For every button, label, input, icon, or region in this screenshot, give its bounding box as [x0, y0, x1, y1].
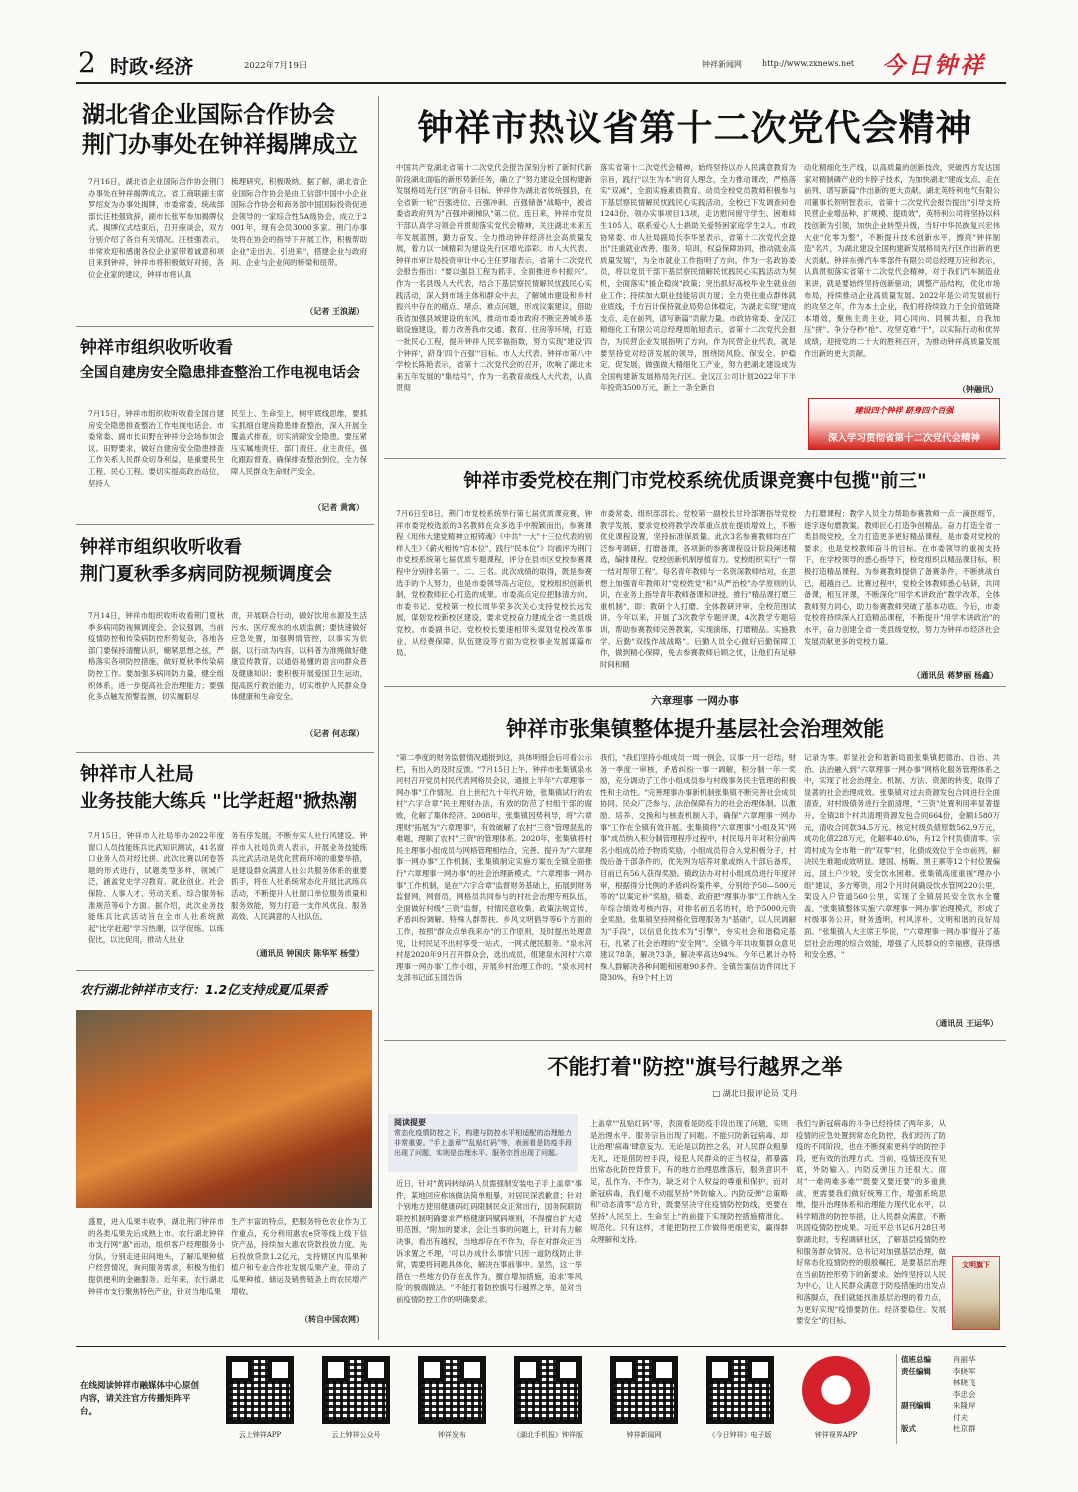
- editor-row: [901, 1400, 1006, 1412]
- body-a3-col1: 7月14日，钟祥市组织收听收看荆门夏秋季多病同防视频调度会。会议强调，当前疫情防控和传染病防控形势复杂，各地各部门要保持清醒认识，綳紧思想之弦，严格落实各项防控措施，做好夏秋季传染病防控工作。要加强多病同防力量，健全组织体系，进一步提高社会治理能力；要强化多点触发预警监测，切实履职尽: [88, 611, 224, 702]
- qr-block-4[interactable]: [498, 1356, 598, 1440]
- editor-credits: [896, 1354, 1006, 1444]
- qr-caption: 云上钟祥公众号: [331, 1431, 381, 1439]
- app-logo-icon[interactable]: [802, 1356, 870, 1424]
- qr-caption: 《湖北手机报》钟祥版: [513, 1431, 583, 1439]
- reading-summary-text: 常态化疫情防控之下，构建与防控水平相适配的治理能力非常重要。"手上盖章""乱贴红码"等，表面看是防疫手段出现了问题，实则是治理水平、服务宗旨出现了问题。: [394, 1129, 572, 1157]
- qr-code[interactable]: [610, 1356, 678, 1424]
- body-a5-col1: 盛夏，进入瓜果丰收季，湖北荆门钟祥市的各类瓜果先后成熟上市。农行湖北钟祥市支行网"惠"而动，组织客户经理服务小分队，分别走进田间地头，了解瓜果种植户经营情况，询问服务需求，积极为他们提供便利的金融服务。近年来，农行湖北钟祥市支行聚焦特色产业，针对当地瓜果: [88, 1217, 224, 1296]
- paper-logo: 今日钟祥: [882, 52, 986, 79]
- qr-code[interactable]: [418, 1356, 486, 1424]
- lead-body-col3: 动化精细化生产线，以高质量的创新技改，突破西方发达国家对精制磷产业的卡脖子技术，为加快湖北"建成支点、走在前列、谱写新篇"作出新的更大贡献。湖北英特利电气有限公司董事长贺明智表示，省第十二次党代会报告提出"引导支持民营企业增品种、扩规模、提质效"，英特利公司将坚持以科技创新为引领，加快企业转型升级，当好中华民族复兴宏伟大业"化零为整"，不断提升技术创新水平，擦亮"钟祥制造"名片，为湖北建设全国构建新发展格局先行区作出新的更大贡献。钟祥东弹汽车零部件有限公司总经理万应和表示，认真贯彻落实省第十二次党代会精神，对于我们汽车制造业来讲，就是要始终坚持创新驱动，调整产品结构，优化市场布局，持续推动企业高质量发展。2022年是公司发展前行的攻坚之年，作为本土企业，我们将持续致力于全价值链降本增效，聚焦主责主业，同心同向、同频共振，自我加压"拼"、争分夺秒"抢"、攻坚克难"干"，以实际行动和优异成绩，迎接党的二十大的胜利召开，为推动钟祥高质量发展作出新的更大贡献。: [804, 163, 1000, 358]
- divider: [76, 752, 374, 753]
- article-b1: [384, 462, 1006, 684]
- body-a5-col2: 生产丰富的特点，把服务特色农业作为工作重点，充分利用惠农e贷等线上线下信贷产品，持续加大惠农贷款投放力度。先后投放贷款1.2亿元，支持辖区内瓜果种植户和专业合作社发展瓜果产业，带动了瓜果种植、储运及销售链条上的农民增产增收。: [231, 1217, 367, 1296]
- article-b2: [384, 690, 1006, 1034]
- byline-c1: □ 湖北日报评论员 艾丹: [712, 1089, 798, 1098]
- editor-role: 版式: [901, 1424, 916, 1433]
- editor-role: [901, 1412, 953, 1424]
- footer-rule: [76, 1346, 1006, 1347]
- divider: [76, 524, 374, 525]
- qr-caption: 《今日钟祥》电子版: [708, 1431, 772, 1439]
- qr-code[interactable]: [706, 1356, 774, 1424]
- divider: [384, 458, 1006, 459]
- body-a1-col2: 梳理研究，积极吸纳。据了解，湖北省企业国际合作协会是由工信部中国中小企业国际合作协会和商务部中国国际投资促进会领导的一家综合性5A级协会，成立于2001年，现有会员3000多家。荆门办事处将在协会的指导下开展工作，积极帮助企业"走出去、引进来"，搭建企业与政府间、企业与企业间的桥梁和纽带。: [231, 177, 367, 268]
- body-c1-col3: 我们与新冠病毒的斗争已经持续了两年多，从疫情的应急处置到常态化防控，我们经历了防疫的不同阶段，也在不断探索更科学的防控手段，更有效的治理方式。当前，疫情还没有见底，外防输入、内防反弹压力还很大。面对"一难两难多难""既要又要还要"的多重挑战，更需要我们做好统筹工作，增强系统思维，提升治理体系和治理能力现代化水平，以科学精准的防控举措，让人民群众满意，不断巩固疫情防控成果。习近平总书记6月28日考察湖北时，专程调研社区，了解基层疫情防控和服务群众情况。总书记对加强基层治理，做好常态化疫情防控的殷殷嘱托，是要基层治理在当前防控形势下的新要求。始终坚持以人民为中心，让人民群众满意于防疫措施的出发点和落脚点，我们就能找准基层治理的着力点，为更好实现"疫情要防住、经济要稳住、发展要安全"的目标。: [796, 1119, 946, 1326]
- body-b2-col2: 我们，"我们坚持小组成员一周一例会，议事一月一总结，财务一季度一审核，矛盾纠纷一事一调解，积分制一年一奖励，充分调动了工作小组成员参与村级事务民主管理的积极性和主动性。"完善理事办事新机制张集镇不断完善社会成员协同、民众广泛参与、法治保障有力的社会治理体制。以激励、培养、交换和与核查机制入手，确保"六章理事一网办事"工作在全镇有效开展。张集镇将"六章理事"小组及其"网事"成员纳入积分制管理程序过程中，村民每月年对积分前两名小组成员给予物质奖励，小组成员符合入党积极分子，村级后备干部条件的，优先列为培养对象或纳入干部后备库，目前已有56人获得奖励。镇政法办对村小组成员进行年度评审，根据得分比例的矛盾纠纷案件率，分别给予50—500元等的"以案定补"奖励，镇委、政府把"理事办事"工作纳入全年综合绩效考核内容，对排名前五名的村，给予5000元资金奖励。张集镇坚持网格化管理服务为"基础"，以人民调解为"手段"，以信息化技术为"引擎"，夯实社会和谐稳定基石，扎紧了社会治理的"安全网"。全镇今年共收集群众意见建议78条，解决73条，解决率高达94%。今年已累计办特殊人群解决各种问题和困难90多件。全镇告案信访件同比下降30%，有9个村上访: [600, 753, 796, 983]
- qr-code[interactable]: [226, 1356, 294, 1424]
- divider: [76, 970, 374, 971]
- banner-top-text: 建设四个钟祥 跻身四个百强: [854, 405, 954, 415]
- qr-block-5[interactable]: [594, 1356, 694, 1440]
- qr-caption: 钟祥发布: [438, 1431, 466, 1439]
- byline-a2: （记者 黄寓）: [313, 502, 364, 512]
- article-a1: [76, 100, 374, 322]
- headline-a5: 农行湖北钟祥市支行：1.2亿支持成夏瓜果香: [80, 982, 328, 997]
- headline-c1: 不能打着"防控"旗号行越界之举: [547, 1055, 843, 1079]
- editor-role: 责任编辑: [901, 1366, 931, 1376]
- qr-code[interactable]: [514, 1356, 582, 1424]
- headline-a3-line1: 钟祥市组织收听收看: [80, 537, 242, 558]
- body-a1-col1: 7月16日，湖北省企业国际合作协会荆门办事处在钟祥揭牌成立。省工商联副主席罗绍友为办事处揭牌，市委常委、统战部部长汪桂强致辞，副市长张军参加揭牌仪式。揭牌仪式结束后，召开座谈会，双方分别介绍了各自有关情况。汪桂强表示，非常欢迎和感谢各位企业家带着诚意和项目来到钟祥，钟祥市将积极做好对接，各位企业家的建议，钟祥市将认真: [88, 177, 224, 279]
- qr-caption: 钟祥新闻网: [626, 1431, 662, 1439]
- lead-body-col2: 落实省第十二次党代会精神，始终坚持以办人民满意教育为宗旨，践行"以生为本"的育人理念，全力推动课改，严格落实"双减"，全面实施素质教育。动员全校党员教师积极参与下基层察民情解民忧践民心实践活动，全校已下发调查问卷1243份，领办实事项目13项，走访慰问留守学生、困难师生105人，联系爱心人士捐助关爱特困家庭学生2人。市政协常委、市人社局副局长李华星表示，省第十二次党代会提出"注重就业改善、服务、培训，权益保障协同，推动就业高质量发展"，为全市就业工作指明了方向。作为一名政协委员，将以党员干部下基层察民情解民忧践民心实践活动为契机，全面落实"援企稳岗"政策；突出抓好高校毕业生就业创业工作；持续加大职业技能培训力度；全力兜住重点群体就业底线，千方百计保持就业局势总体稳定，为湖北实现"建成支点、走在前列，谱写新篇"贡献力量。市政协常委、金汉江精细化工有限公司总经理周航旭表示，省第十二次党代会报告，为民营企业发展指明了方向，作为民营企业代表，就是要坚持党对经济发展的领导，围绕防风险、保安全、护稳定、促发展，做强做大精细化工产业，努力把湖北建设成为全国构建新发展格局先行区。金汉江公司计划2022年下半年投资3500万元，新上一条全新自: [600, 163, 796, 393]
- editor-row: [901, 1412, 1006, 1424]
- body-c1-col1: 近日，针对"黄码转绿码人员需强制安装电子手上盖章"事件，某地回应称该做法简单粗暴，对居民深表歉意；针对个别地方使用健康码红码限制民众正常出行，国务院联防联控机制明确要求严格健康码赋码规则，不得擅自扩大适用范围，"附加的要求，会让当事的问题上，针对有力解决事，看出有越权，当地却存在不作为，存在对群众正当诉求置之不理，'可以办成什么事情'只因一道防线防止非常，需要将问题具体化，解决在事前事中。显然，这一举措在一些地方仍存在乱作为，擅自增加措施，追求'零风险'的极端做法。"不能打着防控旗号行越界之举，是对当前疫情防控工作的明确要求。: [396, 1179, 582, 1304]
- headline-a2-line1: 钟祥市组织收听收看: [80, 338, 233, 358]
- divider: [76, 326, 374, 327]
- reading-summary-box: [388, 1114, 578, 1172]
- body-a4-col1: 7月15日，钟祥市人社局举办2022年度窗口人员技能练兵比武知识测试，41名窗口业务人员对经比拼。此次比赛以闭卷答题的形式进行，试题类型多样，领域广泛，涵盖党史学习教育、就业创业、社会保险、人事人才、劳动关系、综合服务标准规范等6个方面。据介绍，此次业务技能练兵比武活动旨在全市人社系统掀起"比学赶超"学习热潮，以学促练、以练促比，以比促用，推动人社业: [88, 831, 224, 945]
- article-a5: [76, 976, 374, 1338]
- article-a3: [76, 534, 374, 744]
- site-name: 钟祥新闻网: [702, 60, 742, 69]
- divider: [384, 1040, 1006, 1041]
- headline-a4-line2: 业务技能大练兵 "比学赶超"掀热潮: [80, 791, 358, 812]
- body-a2-col2: 民至上、生命至上，树牢底线思维，要抓实抓细自建房隐患排查整治，深入开展全覆盖式排查，切实消除安全隐患。要压紧压实属地责任、部门责任、业主责任，强化跟踪督查，确保排查整治到位，全力保障人民群众生命财产安全。: [231, 409, 367, 476]
- body-a2-col1: 7月15日，钟祥市组织收听收看全国自建房安全隐患排查整治工作电视电话会。市委常委、副市长田野在钟祥分会场参加会议。田野要求，做好自建房安全隐患排查工作关系人民群众切身利益，是重要民生工程、民心工程。要切实提高政治站位，坚持人: [88, 409, 224, 488]
- headline-a2-line2: 全国自建房安全隐患排查整治工作电视电话会: [80, 365, 360, 381]
- headline-a4-line1: 钟祥市人社局: [80, 763, 195, 785]
- body-c1-col2: 上盖章""乱贴红码"等，表面看是防疫手段出现了问题，实则是治理水平、服务宗旨出现了问题。不能只防新冠病毒，却让治理'病毒'肆意妄为。无论是以防控之名，对人民群众粗暴无礼，还是借防控手段，侵犯人民群众的正当权益，都暴露出常态化防控背景下，有的地方治理思维落后，服务意识不足，乱作为、不作为，缺乏对个人权益的尊重和保护。而对新冠病毒，我们毫不动摇坚持"外防输入、内防反弹"总策略和"动态清零"总方针，既要坚决守住疫情防控防线，更要在坚持"人民至上、生命至上"的前提下实现防控措施精准化、规范化。只有这样，才能把防控工作做得更细更实，赢得群众理解和支持。: [590, 1119, 788, 1244]
- banner-bottom-text: 深入学习贯彻省第十二次党代会精神: [827, 433, 980, 444]
- article-a2: [76, 336, 374, 516]
- site-url[interactable]: http://www.zxnews.net: [762, 59, 855, 68]
- headline-a3-line2: 荆门夏秋季多病同防视频调度会: [80, 564, 332, 585]
- editor-name: 林晓飞: [953, 1378, 976, 1387]
- headline-b2: 钟祥市张集镇整体提升基层社会治理效能: [506, 717, 884, 741]
- qr-block-2[interactable]: [306, 1356, 406, 1440]
- byline-b1: （通讯员 蒋梦丽 杨鑫）: [912, 670, 998, 680]
- qr-caption: 云上钟祥APP: [238, 1431, 282, 1439]
- editor-role: 副刊编辑: [901, 1401, 931, 1410]
- body-b1-col2: 市委常委、组织部部长、党校第一副校长甘玲部署指导党校教学发展，要求党校将教学改革重点放在提质增效上，不断优化课程设置，坚持标准保质量。此次3名参赛教师均在广泛参考调研、打磨备课，各项新的参赛课程设计阶段阐述精选，编排课程。党校创新机制厚植育力。党校组织实行"一帮一结对帮带工程"。每名青年教师与一名资深教师结对，在思想上加强青年教师对"党校姓党"和"从严治校"办学原则的认识，在业务上指导青年教师备课和讲授。推行"精品课打磨三重机制"，即：教研个人打磨、全体教研评审、全校范围试讲。今年以来，开展了3次教学专题评课，4次教学专题培训，帮助参赛教师完善教案，实现演练，打磨精品。实施教学、后勤"双线作战战略"。后勤人员全心做好后勤保障工作，做到精心保障，免去参赛教师后顾之忧，让他们有足够时间和精: [600, 509, 796, 669]
- editor-name: 朱隆岸: [953, 1401, 976, 1410]
- qr-caption: 钟祥视界APP: [814, 1431, 858, 1439]
- editor-row: [901, 1377, 1006, 1389]
- page-number: 2: [78, 46, 96, 79]
- masthead: [76, 42, 1006, 86]
- footer-notice: 在线阅读钟祥市融媒体中心原创内容，请关注官方传播矩阵平台。: [80, 1381, 200, 1417]
- editor-row: [901, 1354, 1006, 1366]
- byline-a3: （记者 何志琛）: [305, 728, 364, 738]
- column-divider: [378, 96, 379, 1340]
- body-b2-col3: 记录为零。彰显社会和谐新局面张集镇把德治、自治、共治、法治融入到"六章理事一网办事"网格化服务管理体系之中，实现了社会治理全、机制、方法、资源的转变，取得了显著的社会治理成效。张集镇对过去资源发包合同进行全面清查，对村级债务进行全面清理，"三资"处置利用率显著提升。全镇28个村共清理资源发包合同664份，金额1580万元，清收合同款34.5万元。核定村级负债原数562.9万元，成功化债228万元，化解率40.6%，有12个村负债清零。宗湾村成为全市唯一的"双零"村，化债成效位于全市前列，解决民生难题成效明显。建国、杨畈、黑王寨等12个村位置偏远，国土户少较，安全饮水困难。张集镇高度重视"理办小组"建议，多方筹资，用2个月时间确设饮水管网220公里，架设入户管道560公里，实现了全镇居民安全饮水全覆盖。"张集镇整体实施'六章理事一网办事'治理模式，形成了村级事务公开，财务透明，村风淳朴，文明和谐的良好局面。"张集镇人大主席王华说，"'六章理事一网办事'提升了基层社会治理的综合效能，增强了人民群众的幸福感，获得感和安全感。": [804, 753, 1000, 960]
- civility-stamp-text: 文明旗下: [962, 1260, 990, 1269]
- byline-b2: （通讯员 王运华）: [931, 1018, 998, 1028]
- byline-a5: （转自中国农网）: [300, 1314, 364, 1324]
- civility-stamp: [952, 1256, 1000, 1330]
- editor-role: [901, 1377, 953, 1389]
- divider: [384, 686, 1006, 687]
- masthead-rule: [76, 82, 1006, 84]
- headline-a1-line2: 荆门办事处在钟祥揭牌成立: [82, 132, 358, 158]
- body-a4-col2: 务有序发展，不断夯实人社行风建设。钟祥市人社局负责人表示，开展业务技能练兵比武活动是优化营商环境的重要举措，是建设群众满意人社公共服务体系的重要抓手，将在人社系统常态化开展比武练兵活动，不断提升人社窗口单位服务质量和服务效能，努力打造一支作风优良、服务高效、人民满意的人社队伍。: [231, 831, 367, 922]
- byline-a1: （记者 王浪湖）: [305, 306, 364, 316]
- lead-article: [384, 96, 1006, 456]
- headline-a1-line1: 湖北省企业国际合作协会: [82, 102, 335, 128]
- editor-name: 李晓军: [953, 1366, 976, 1376]
- editor-name: 李忠会: [953, 1389, 976, 1399]
- body-b1-col3: 力打磨课程；教学人员全力帮助参赛教师一点一滴抠细节，逐字逐句磨教案。教师匠心打造争创精品。奋力打造全省一类县级党校，全力打造更多更好精品课程，是市委对党校的要求，也是党校教师奋斗的目标。在市委领导的重视支持下，在学校领导的悉心指导下，校党组织以精品课目标，积极打造精品课程。为参赛教师提供了备赛条件，不断挑战自己，超越自己。比赛过程中，党校全体教师悉心钻研，共同备课，相互评课，不断深化"用学术讲政治"教学改革，全体教师努力同心，助力参赛教师突破了基本功底。今后，市委党校将持续深入打造精品课程，不断提升"用学术讲政治"的水平，奋力创建全省一类县级党校，努力为钟祥市经济社会发展贡献更多的党校力量。: [804, 509, 1000, 646]
- editor-name: 杜京群: [953, 1424, 976, 1433]
- headline-b1: 钟祥市委党校在荆门市党校系统优质课竞赛中包揽"前三": [463, 471, 927, 492]
- qr-block-1[interactable]: [210, 1356, 310, 1440]
- qr-code[interactable]: [322, 1356, 390, 1424]
- body-b1-col1: 7月6日至8日，荆门市党校系统举行第七届优质课竞赛，钟祥市委党校选派的3名教师在众多选手中脱颖而出，参赛课程《用伟大建党精神立根铸魂》《中共"一大"十三位代表的别样人生》《薪火相传"官本位"、践行"民本位"》均被评为荆门市党校系统第七届优质专题课程，评分在县市区党校参赛课程中分别排名第一、二、三名。此次成绩的取得，既是参赛选手的个人努力，也是市委领导高占定位，党校组织创新机制，党校教师匠心打造的成果。市委高点定位把脉清方向。市委书记、党校第一校长周华荣多次关心支持党校长远发展，谋划党校新校区建设，要求党校奋力建成全省一类县级党校。市委副书记、党校校长要速相带头谋划党校改革事业，从经费保障、队伍建设等方面为党校事业发展谋篇布局。: [396, 509, 592, 658]
- qr-block-7[interactable]: [786, 1356, 886, 1440]
- editor-row: [901, 1423, 1006, 1435]
- party-congress-banner: [808, 398, 1000, 450]
- editor-role: [901, 1389, 953, 1401]
- reading-summary-label: 阅读提要: [394, 1117, 426, 1127]
- melon-harvest-photo: [76, 1010, 372, 1208]
- byline-a4: （通讯员 钟国庆 陈华军 杨莹）: [251, 948, 364, 958]
- lead-body-col1: 中国共产党湖北省第十二次党代会报告深刻分析了新时代新阶段湖北面临的新形势新任务，确立了"努力建设全国构建新发展格局先行区"的奋斗目标。钟祥作为湖北省传统强县，在全省新一轮"百强进位、百强冲刺、百强储备"战略中，被省委省政府列为"百强冲刺梯队"第二位。连日来，钟祥市党员干部认真学习领会并贯彻落实党代会精神，关注湖北未来五年发展蓝图，勤力奋发、全力推动钟祥经济社会高质量发展，着力以一域精彩为建设先行区增光添彩。市人大代表、钟祥市审计局投资审计中心主任罗瑞表示，省第十二次党代会报告指出："要以强县工程为抓手，全面推进乡村振兴"。作为一名县级人大代表，结合下基层察民情解民忧践民心实践活动，深入到市场主体和群众中去，了解城市建设和乡村振兴中存在的痛点、堵点、难点问题，形成议案建议，借助我省加强县域建设的东风，推动市委市政府不断完善城乡基础设施建设，着力改善我市交通、教育、住房等环境，打造一批民心工程，提升钟祥人民幸福指数，努力实现"建设'四个钟祥'，跻身'四个百强'"目标。市人大代表、钟祥市第八中学校长陈艳表示，省第十二次党代会的召开，吹响了湖北未来五年发展的"集结号"，作为一名教育战线人大代表，认真贯彻: [396, 163, 592, 393]
- qr-block-6[interactable]: [690, 1356, 790, 1440]
- kicker-b2: 六章理事 一网办事: [651, 695, 739, 707]
- editor-row: [901, 1389, 1006, 1401]
- qr-block-3[interactable]: [402, 1356, 502, 1440]
- editor-row: [901, 1366, 1006, 1378]
- editor-name: 付夫: [953, 1412, 968, 1422]
- editor-role: 值班总编: [901, 1355, 931, 1364]
- lead-byline: （钟融讯）: [958, 384, 998, 394]
- commentary-article: [384, 1046, 1006, 1338]
- body-b2-col1: "第二季度的财务监督情况通报到这，具体明细会后可看公示栏，有出入的及时反馈。"7月15日上午，钟祥市张集镇泉水河村召开党员村民代表网格员会议，通报上半年"六章理事一网办事"工作情况。自上世纪九十年代开始，张集镇试行的农村"六字合章"民主理财办法，有效的防范了村组干部的腐败，化解了集体经济。2008年，张集镇因势利导，将"六章理财"拓展为"六章理事"，有效破解了农村"三资"管理混乱的难题，理顺了农村"三资"的管理体系。2020年，张集镇将村民主理事小组成员与网格管理相结合，完善、提升为"六章理事一网办事"工作机制，张集镇制定实施方案在全镇全面推行"六章理事一网办事"的社会治理新模式。"六章理事一网办事"工作机制，是在"六字合章"监督财务基础上，拓展到财务监督网，网督员，网格员共同参与的村社会治理专班队伍，全面做好村级"三资"监督，村情民意收集、政策法规宣传、矛盾纠纷调解、特殊人群帮扶、乡风文明倡导等6个方面的工作，按照"群众点单我来办"的工作原则，及时提出处理意见，让村民足不出村享受一站式、一网式便民服务。"泉水河村是2020年9月召开群众会，选出成员，组建泉水河村'六章理事一网办事'工作小组，开展乡村治理工作的。"泉水河村支部书记邱玉国告诉: [396, 753, 592, 983]
- body-a3-col2: 责，开展联合行动，做好饮用水源及生活污水、医疗废水的水质监测；要快速做好应急处置，加强舆情管控，以事实为依据，以行动为内容，以科普为准绳做好健康宣传教育，以通俗易懂的语言向群众普及健康知识；要积极开展爱国卫生运动，提高医疗救治能力，切实维护人民群众身体健康和生命安全。: [231, 611, 367, 702]
- section-name: 时政·经济: [110, 56, 194, 78]
- footer: [76, 1350, 1006, 1450]
- issue-date: 2022年7月19日: [244, 61, 308, 71]
- editor-name: 肖丽华: [953, 1355, 976, 1364]
- lead-headline: 钟祥市热议省第十二次党代会精神: [417, 108, 973, 149]
- article-a4: [76, 760, 374, 972]
